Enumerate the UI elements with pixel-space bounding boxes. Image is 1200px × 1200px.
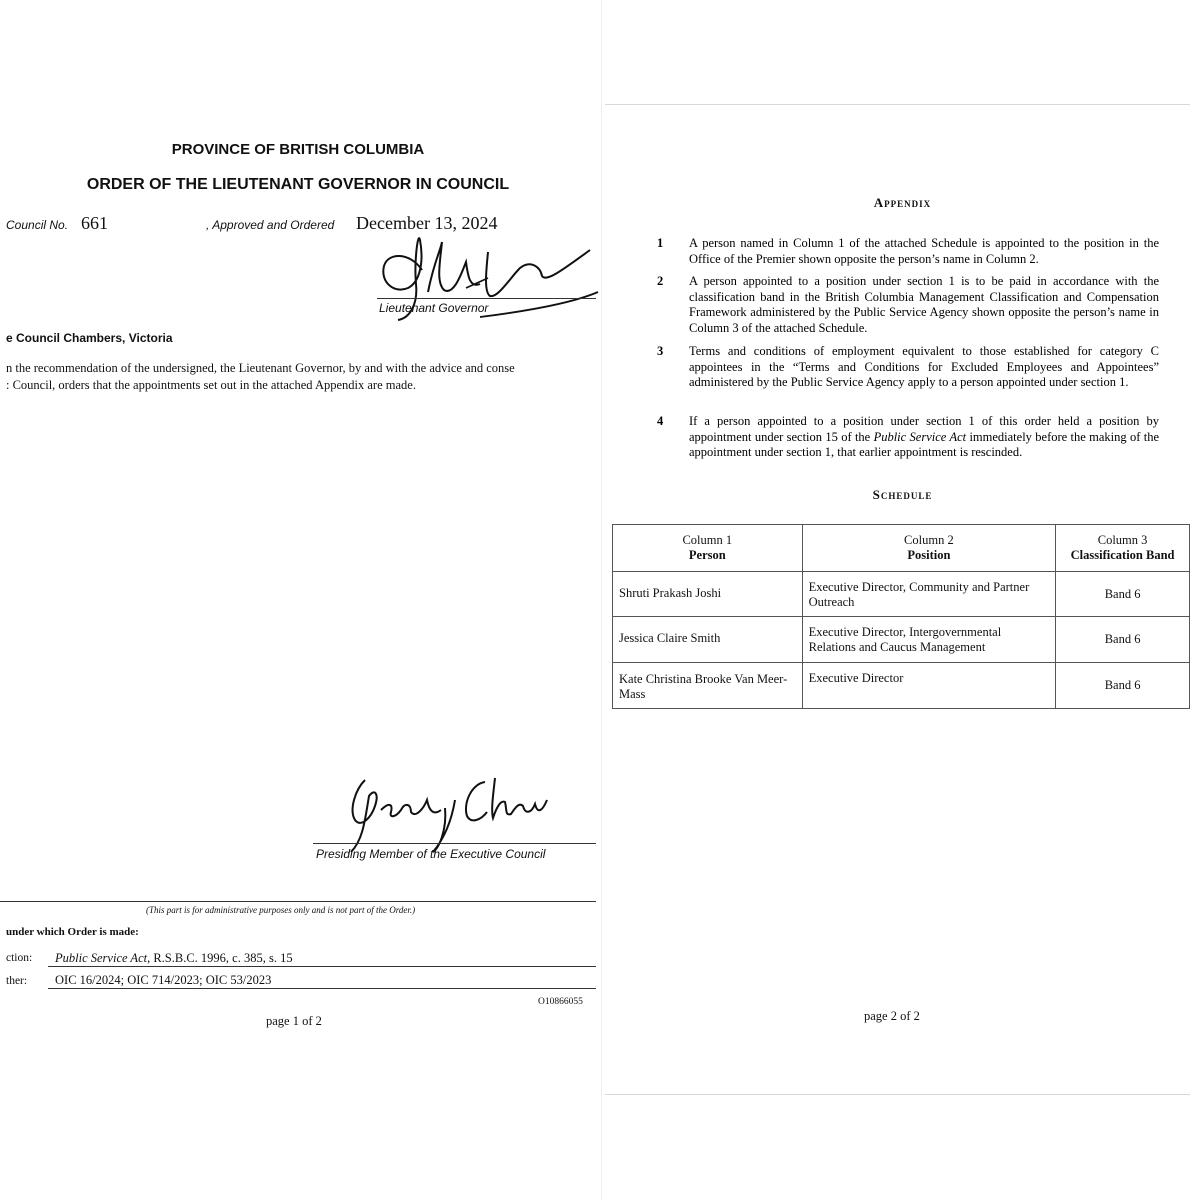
recommendation-line-1: n the recommendation of the undersigned, the Lieutenant Governor, by and with the advice and conse	[6, 361, 515, 375]
act-name: Public Service Act	[55, 951, 148, 965]
section-4-text-end: immediately before the making of the appointment under section 1, that earlier appointment is rescinded.	[689, 429, 1159, 459]
table-row	[613, 663, 1190, 709]
approved-label: , Approved and Ordered	[206, 218, 335, 232]
section-2-number: 2	[657, 274, 664, 288]
lieutenant-governor-label: Lieutenant Governor	[379, 301, 489, 315]
act-citation: , R.S.B.C. 1996, c. 385, s. 15	[147, 951, 293, 965]
table-row	[613, 572, 1190, 617]
page-2-top-edge	[605, 104, 1190, 105]
lieutenant-governor-signature	[370, 222, 600, 332]
order-page-2	[605, 0, 1200, 1200]
other-authorities: OIC 16/2024; OIC 714/2023; OIC 53/2023	[55, 973, 272, 987]
section-4-number: 4	[657, 414, 664, 428]
lg-signature-line	[377, 298, 596, 299]
council-no-label: Council No.	[6, 218, 69, 232]
other-label: ther:	[6, 975, 28, 987]
position-cell: Executive Director, Community and Partner Outreach	[802, 572, 1056, 617]
chambers-location: e Council Chambers, Victoria	[6, 331, 173, 345]
column-2-header	[802, 525, 1056, 572]
section-1-number: 1	[657, 236, 664, 250]
position-cell: Executive Director, Intergovernmental Relations and Caucus Management	[802, 617, 1056, 663]
act-label: ction:	[6, 952, 33, 964]
page-number-1: page 1 of 2	[266, 1014, 322, 1028]
person-cell: Jessica Claire Smith	[613, 617, 803, 663]
recommendation-line-2: : Council, orders that the appointments set out in the attached Appendix are made.	[6, 378, 416, 392]
table-row	[613, 617, 1190, 663]
section-2-text: A person appointed to a position under section 1 is to be paid in accordance with the classification band in the British Columbia Management Classification and Compensation Framework administered by the Public Service Agency shown opposite the person’s name in Column 3 of the attached Schedule.	[689, 274, 1159, 335]
document-code: O10866055	[538, 997, 583, 1007]
column-1-label: Column 1	[682, 533, 733, 547]
column-1-title: Person	[688, 548, 726, 562]
council-number: 661	[81, 213, 108, 233]
column-3-title: Classification Band	[1070, 548, 1175, 562]
authority-heading: under which Order is made:	[6, 926, 139, 938]
order-title: ORDER OF THE LIEUTENANT GOVERNOR IN COUNCIL	[86, 176, 510, 193]
section-3-number: 3	[657, 344, 664, 358]
band-cell: Band 6	[1056, 572, 1190, 617]
page-separator	[601, 0, 602, 1200]
band-cell: Band 6	[1056, 663, 1190, 709]
column-2-label: Column 2	[904, 533, 954, 547]
column-1-header	[613, 525, 803, 572]
column-2-title: Position	[907, 548, 951, 562]
column-3-label: Column 3	[1097, 533, 1148, 547]
presiding-member-signature	[335, 760, 555, 860]
order-date: December 13, 2024	[356, 213, 498, 233]
schedule-header-row	[613, 525, 1190, 572]
act-underline	[48, 966, 596, 967]
section-4-text	[689, 414, 1159, 461]
section-4-act-name: Public Service Act	[873, 429, 967, 444]
page-2-bottom-edge	[605, 1094, 1190, 1095]
presiding-member-label: Presiding Member of the Executive Council	[316, 847, 546, 861]
person-cell: Shruti Prakash Joshi	[613, 572, 803, 617]
schedule-table	[612, 524, 1190, 709]
band-cell: Band 6	[1056, 617, 1190, 663]
column-3-header	[1056, 525, 1190, 572]
schedule-title: Schedule	[872, 487, 933, 502]
person-cell: Kate Christina Brooke Van Meer-Mass	[613, 663, 803, 709]
other-underline	[48, 988, 596, 989]
admin-divider	[0, 901, 596, 902]
section-3-text: Terms and conditions of employment equivalent to those established for category C appointees in the “Terms and Conditions for Excluded Employees and Appointees” administered by the Public Service Agency apply to a person appointed under section 1.	[689, 344, 1159, 389]
page-number-2: page 2 of 2	[864, 1009, 920, 1023]
province-heading: PROVINCE OF BRITISH COLUMBIA	[171, 141, 425, 158]
presiding-signature-line	[313, 843, 596, 844]
section-4-text-start: If a person appointed to a position under section 1 of this order held a position by appointment under section 15 of the	[689, 414, 1159, 444]
section-1-text: A person named in Column 1 of the attached Schedule is appointed to the position in the Office of the Premier shown opposite the person’s name in Column 2.	[689, 236, 1159, 266]
act-value	[55, 951, 293, 966]
admin-note: (This part is for administrative purposes only and is not part of the Order.)	[146, 905, 416, 915]
position-cell: Executive Director	[802, 663, 1056, 709]
appendix-title: Appendix	[873, 195, 932, 210]
